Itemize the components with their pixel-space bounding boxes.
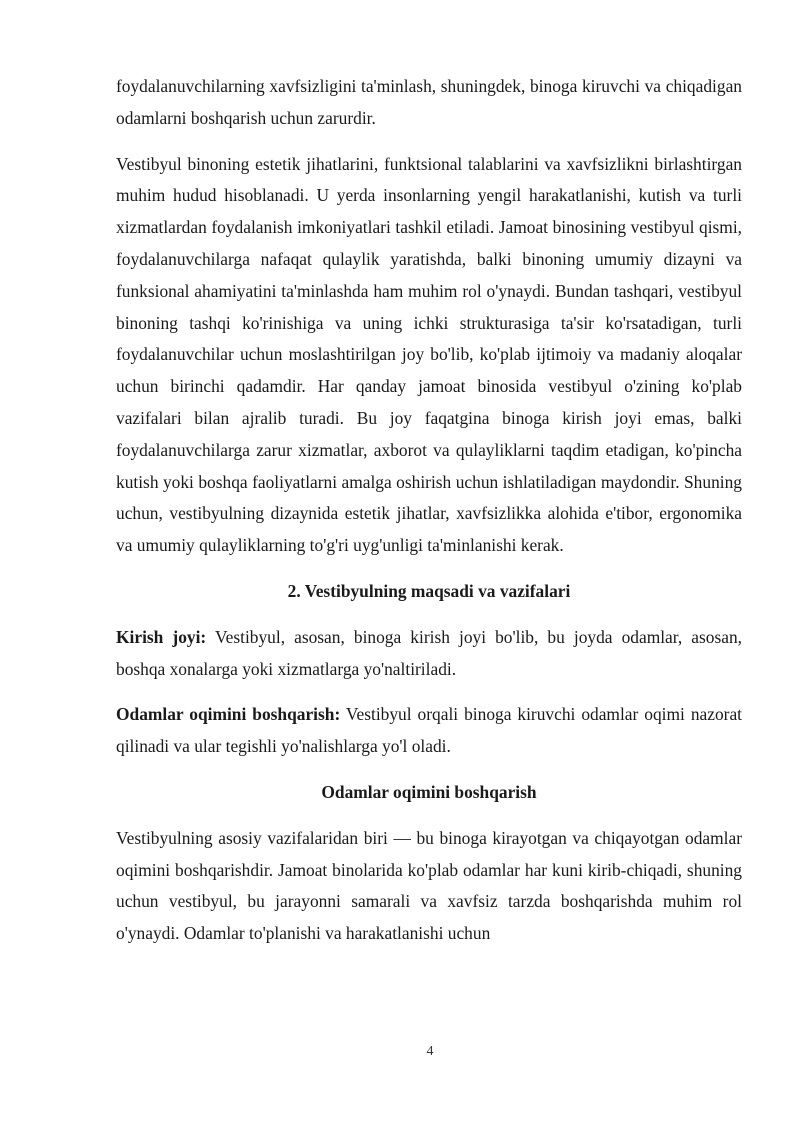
definition-term: Kirish joyi:	[116, 626, 207, 647]
page-content	[116, 71, 742, 964]
definition-paragraph	[116, 622, 742, 686]
body-paragraph: Vestibyulning asosiy vazifalaridan biri — bu binoga kirayotgan va chiqayotgan odamlar oqimini boshqarishdir. Jamoat binolarida ko'plab odamlar har kuni kirib-chiqadi, shuning uchun vestibyul, bu jarayonni samarali va xavfsiz tarzda boshqarishda muhim rol o'ynaydi. Odamlar to'planishi va harakatlanishi uchun	[116, 827, 742, 944]
body-paragraph: foydalanuvchilarning xavfsizligini ta'minlash, shuningdek, binoga kiruvchi va chiqadigan odamlarni boshqarish uchun zarurdir.	[116, 76, 742, 128]
section-heading: 2. Vestibyulning maqsadi va vazifalari	[287, 580, 571, 601]
page-number: 4	[426, 1044, 434, 1059]
body-paragraph: Vestibyul binoning estetik jihatlarini, funktsional talablarini va xavfsizlikni birlashtirgan muhim hudud hisoblanadi. U yerda insonlarning yengil harakatlanishi, kutish va turli xizmatlardan foydalanish imkoniyatlari tashkil etiladi. Jamoat binosining vestibyul qismi, foydalanuvchilarga nafaqat qulaylik yaratishda, balki binoning umumiy dizayni va funksional ahamiyatini ta'minlashda ham muhim rol o'ynaydi. Bundan tashqari, vestibyul binoning tashqi ko'rinishiga va uning ichki strukturasiga ta'sir ko'rsatadigan, turli foydalanuvchilar uchun moslashtirilgan joy bo'lib, ko'plab ijtimoiy va madaniy aloqalar uchun birinchi qadamdir. Har qanday jamoat binosida vestibyul o'zining ko'plab vazifalari bilan ajralib turadi. Bu joy faqatgina binoga kirish joyi emas, balki foydalanuvchilarga zarur xizmatlar, axborot va qulayliklarni taqdim etadigan, ko'pincha kutish yoki boshqa faoliyatlarni amalga oshirish uchun ishlatiladigan maydondir. Shuning uchun, vestibyulning dizaynida estetik jihatlar, xavfsizlikka alohida e'tibor, ergonomika va umumiy qulayliklarning to'g'ri uyg'unligi ta'minlanishi kerak.	[116, 153, 742, 556]
definition-text: Vestibyul orqali binoga kiruvchi odamlar oqimi nazorat qilinadi va ular tegishli yo'nalishlarga yo'l oladi.	[116, 704, 742, 757]
definition-term: Odamlar oqimini boshqarish:	[116, 704, 341, 725]
subsection-heading: Odamlar oqimini boshqarish	[321, 781, 537, 802]
definition-paragraph	[116, 699, 742, 763]
definition-text: Vestibyul, asosan, binoga kirish joyi bo'lib, bu joyda odamlar, asosan, boshqa xonalarga yoki xizmatlarga yo'naltiriladi.	[116, 626, 742, 679]
